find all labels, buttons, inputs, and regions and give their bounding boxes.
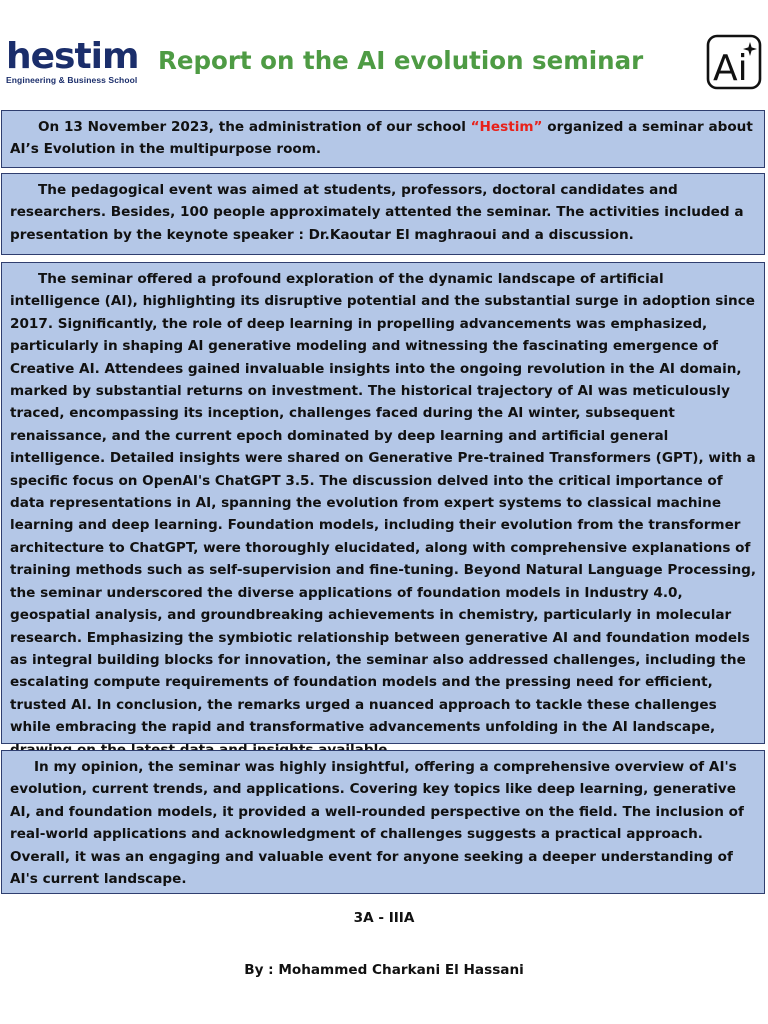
author-line: By : Mohammed Charkani El Hassani xyxy=(244,962,524,978)
school-name-highlight: “Hestim” xyxy=(470,119,543,135)
audience-paragraph: The pedagogical event was aimed at students, professors, doctoral candidates and researchers. Besides, 100 people approximately attented the seminar. The activities included a presentation by the keynote speaker : Dr.Kaoutar El maghraoui and a discussion. xyxy=(10,182,744,243)
intro-box xyxy=(1,110,765,168)
logo-subtitle: Engineering & Business School xyxy=(6,75,138,85)
audience-box xyxy=(1,173,765,255)
intro-text-start: On 13 November 2023, the administration of our school xyxy=(38,119,471,135)
page-title: Report on the AI evolution seminar xyxy=(158,46,644,75)
intro-text-end: organized a seminar about AI’s Evolution in the multipurpose room. xyxy=(10,119,753,158)
intro-paragraph xyxy=(10,116,757,161)
report-header xyxy=(0,0,768,108)
opinion-paragraph: In my opinion, the seminar was highly insightful, offering a comprehensive overview of AI's evolution, current trends, and applications. Covering key topics like deep learning, generative AI, and foundation models, it provided a well-rounded perspective on the field. The inclusion of real-world applications and acknowledgment of challenges suggests a practical approach. Overall, it was an engaging and valuable event for anyone seeking a deeper understanding of AI's current landscape. xyxy=(10,759,744,888)
logo-wordmark: hestim xyxy=(6,36,139,77)
ai-sparkle-icon xyxy=(706,34,762,90)
hestim-logo xyxy=(6,36,146,85)
summary-box xyxy=(1,262,765,744)
opinion-box xyxy=(1,750,765,894)
class-label: 3A - IIIA xyxy=(353,910,415,926)
ai-icon-label: Ai xyxy=(713,48,748,89)
summary-paragraph: The seminar offered a profound exploration of the dynamic landscape of artificial intelligence (AI), highlighting its disruptive potential and the substantial surge in adoption since 2017. Significantly, the role of deep learning in propelling advancements was emphasized, particularly in shaping AI generative modeling and witnessing the fascinating emergence of Creative AI. Attendees gained invaluable insights into the ongoing revolution in the AI domain, marked by substantial returns on investment. The historical trajectory of AI was meticulously traced, encompassing its inception, challenges faced during the AI winter, subsequent renaissance, and the current epoch dominated by deep learning and artificial general intelligence. Detailed insights were shared on Generative Pre-trained Transformers (GPT), with a specific focus on OpenAI's ChatGPT 3.5. The discussion delved into the critical importance of data representations in AI, spanning the evolution from expert systems to classical machine learning and deep learning. Foundation models, including their evolution from the transformer architecture to ChatGPT, were thoroughly elucidated, along with comprehensive explanations of training methods such as self-supervision and fine-tuning. Beyond Natural Language Processing, the seminar underscored the diverse applications of foundation models in Industry 4.0, geospatial analysis, and groundbreaking achievements in chemistry, particularly in molecular research. Emphasizing the symbiotic relationship between generative AI and foundation models as integral building blocks for innovation, the seminar also addressed challenges, including the escalating compute requirements of foundation models and the pressing need for efficient, trusted AI. In conclusion, the remarks urged a nuanced approach to tackle these challenges while embracing the rapid and transformative advancements unfolding in the AI landscape, xyxy=(10,271,757,736)
